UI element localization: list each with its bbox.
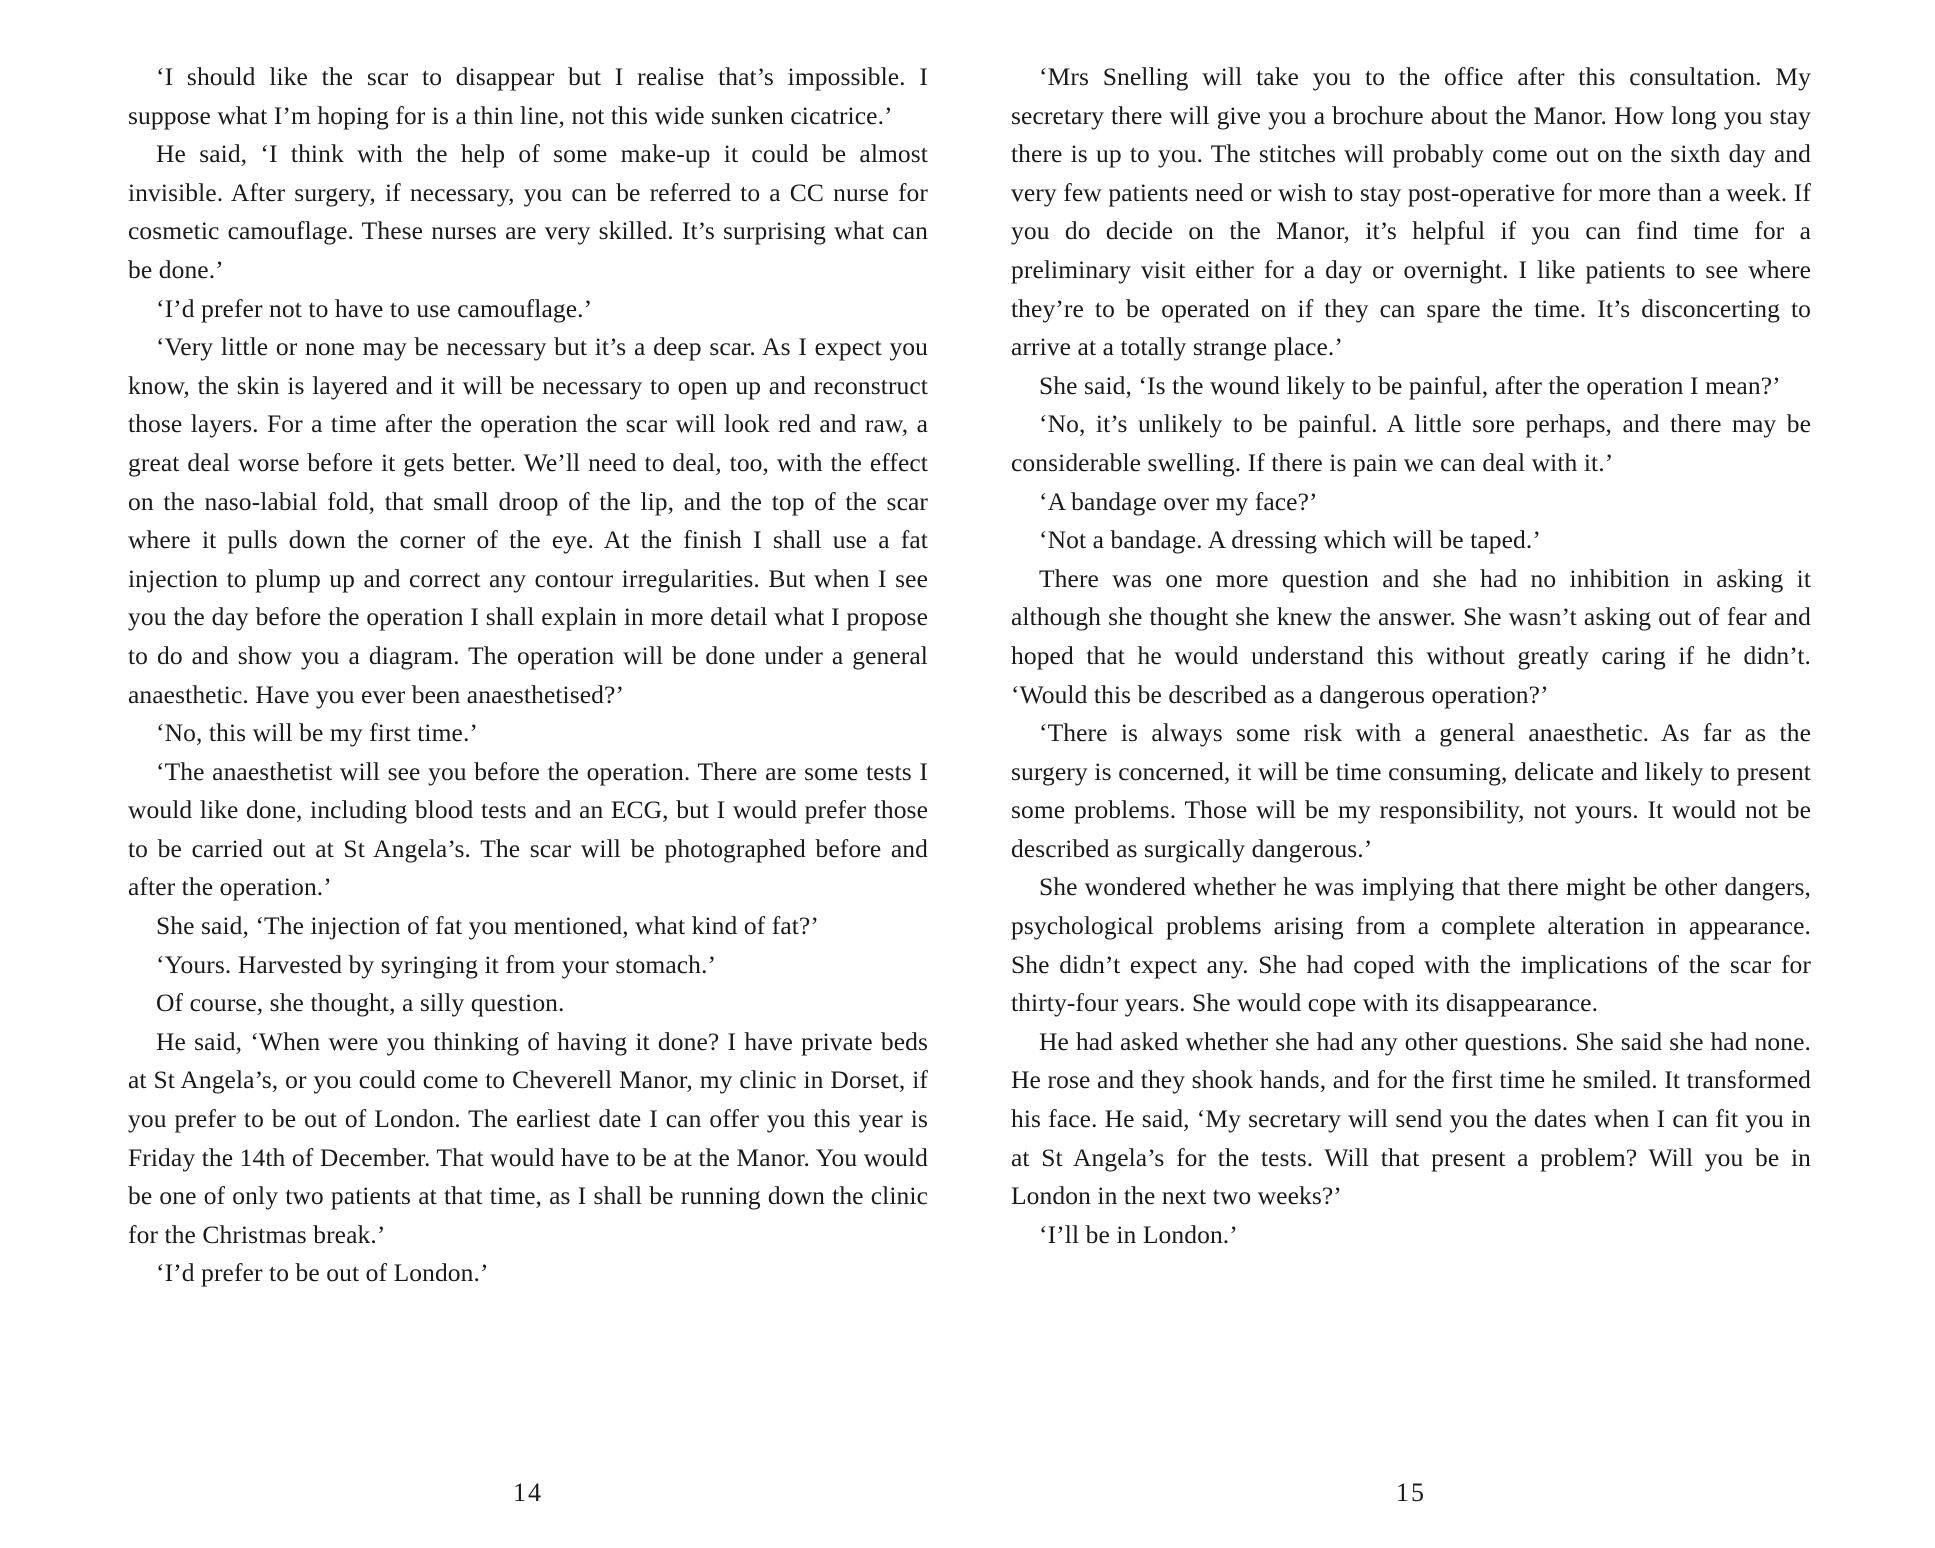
paragraph: ‘I should like the scar to disappear but I realise that’s impossible. I suppose what I’m hoping for is a thin line, not this wide sunken cicatrice.’ [128,62,928,130]
paragraph: ‘No, it’s unlikely to be painful. A little sore perhaps, and there may be considerable swelling. If there is pain we can deal with it.’ [1011,409,1811,477]
paragraph: He said, ‘When were you thinking of having it done? I have private beds at St Angela’s, or you could come to Cheverell Manor, my clinic in Dorset, if you prefer to be out of London. The earliest date I can offer you this year is Friday the 14th of December. That would have to be at the Manor. You would be one of only two patients at that time, as I shall be running down the clinic for the Christmas break.’ [128,1026,928,1249]
page-number-left: 14 [513,1478,543,1507]
paragraph: She said, ‘Is the wound likely to be painful, after the operation I mean?’ [1039,370,1781,400]
paragraph: She wondered whether he was implying that there might be other dangers, psychological problems arising from a complete alteration in appearance. She didn’t expect any. She had coped with the implications of the scar for thirty-four years. She would cope with its disappearance. [1011,872,1811,1018]
paragraph: Of course, she thought, a silly question. [156,988,565,1018]
right-page-text [1011,58,1811,1254]
paragraph: ‘The anaesthetist will see you before the operation. There are some tests I would like done, including blood tests and an ECG, but I would prefer those to be carried out at St Angela’s. The scar will be photographed before and after the operation.’ [128,756,928,902]
paragraph: ‘No, this will be my first time.’ [156,718,479,748]
paragraph: He had asked whether she had any other questions. She said she had none. He rose and they shook hands, and for the first time he smiled. It transformed his face. He said, ‘My secretary will send you the dates when I can fit you in at St Angela’s for the tests. Will that present a problem? Will you be in London in the next two weeks?’ [1011,1026,1811,1211]
page-number-right: 15 [1396,1478,1426,1507]
paragraph: ‘Yours. Harvested by syringing it from your stomach.’ [156,949,717,979]
paragraph: He said, ‘I think with the help of some make-up it could be almost invisible. After surgery, if necessary, you can be referred to a CC nurse for cosmetic camouflage. These nurses are very skilled. It’s surprising what can be done.’ [128,139,928,284]
left-page-text [128,58,928,1293]
paragraph: ‘I’d prefer not to have to use camouflage.’ [156,293,593,323]
paragraph: ‘Mrs Snelling will take you to the office after this consultation. My secretary there will give you a brochure about the Manor. How long you stay there is up to you. The stitches will probably come out on the sixth day and very few patients need or wish to stay post-operative for more than a week. If you do decide on the Manor, it’s helpful if you can find time for a preliminary visit either for a day or overnight. I like patients to see where they’re to be operated on if they can spare the time. It’s disconcerting to arrive at a totally strange place.’ [1011,62,1811,362]
paragraph: ‘Very little or none may be necessary but it’s a deep scar. As I expect you know, the skin is layered and it will be necessary to open up and reconstruct those layers. For a time after the operation the scar will look red and raw, a great deal worse before it gets better. We’ll need to deal, too, with the effect on the naso-labial fold, that small droop of the lip, and the top of the scar where it pulls down the corner of the eye. At the finish I shall use a fat injection to plump up and correct any contour irregularities. But when I see you the day before the operation I shall explain in more detail what I propose to do and show you a diagram. The operation will be done under a general anaesthetic. Have you ever been anaesthetised?’ [128,332,928,709]
paragraph: ‘I’d prefer to be out of London.’ [156,1258,489,1288]
paragraph: ‘A bandage over my face?’ [1039,486,1318,516]
paragraph: She said, ‘The injection of fat you mentioned, what kind of fat?’ [156,911,819,941]
paragraph: ‘There is always some risk with a general anaesthetic. As far as the surgery is concerned, it will be time consuming, delicate and likely to present some problems. Those will be my responsibility, not yours. It would not be described as surgically dangerous.’ [1011,718,1811,863]
paragraph: ‘I’ll be in London.’ [1039,1219,1238,1249]
paragraph: ‘Not a bandage. A dressing which will be taped.’ [1039,525,1541,555]
paragraph: There was one more question and she had no inhibition in asking it although she thought she knew the answer. She wasn’t asking out of fear and hoped that he would understand this without greatly caring if he didn’t. ‘Would this be described as a dangerous operation?’ [1011,563,1811,709]
